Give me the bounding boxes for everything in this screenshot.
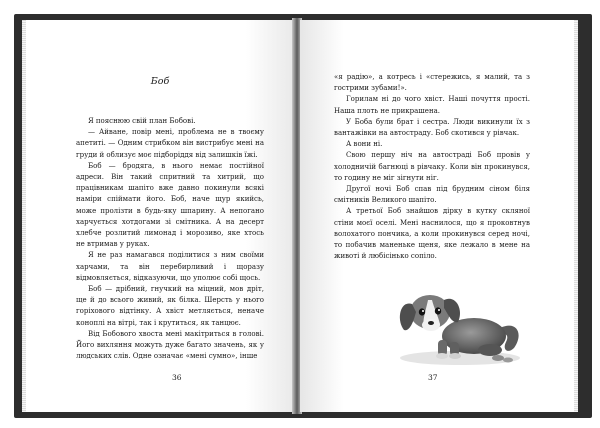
paragraph: Я пояснюю свій план Бобові.	[88, 117, 196, 125]
right-page	[300, 20, 574, 412]
paragraph: Свою першу ніч на автостраді Боб провів у холодничій багнюці в рівчаку. Коли він прокинувся, то годину не міг зігнути ніг.	[334, 151, 530, 182]
paragraph: Горилам ні до чого хвіст. Наші почуття прості. Наша плоть не прикрашена.	[334, 95, 530, 115]
paragraph: Боб — дрібний, гнучкий на міцний, мов дріт, ще й до всього живий, як білка. Шерсть у нього горіхового відтінку. А хвіст метляється, неначе коноплі на вітрі, так і крутиться, як танцює.	[76, 285, 264, 327]
paragraph: Боб — бродяга, в нього немає постійної адреси. Він такий спритний та хитрий, що працівникам шапіто вже давно покинули всякі наміри спіймати його. Боб, наче щур якийсь, може пролізти в будь-яку шпарину. А непогано харчується хотдогами зі смітника. А на десерт хлебче розлитий лимонад і морозиво, яке хтось не втримав у руках.	[76, 161, 264, 249]
paragraph: — Айване, повір мені, проблема не в твоєму апетиті. — Одним стрибком він вистрибує мені на груди й облизує моє підборіддя від залишків їжі.	[76, 128, 264, 159]
left-page	[26, 20, 294, 412]
paragraph: «я радію», а котресь і «стережись, я малий, та з гострими зубами!».	[334, 73, 530, 93]
paragraph: Другої ночі Боб спав під брудним сіном біля смітників Великого шапіто.	[334, 185, 530, 205]
paragraph: Від Бобового хвоста мені макітриться в голові. Його вихляння можуть дуже багато значень, як у людських слів. Одне означає «мені сумно», інше	[76, 329, 264, 361]
paragraph: А третьої Боб знайшов дірку в кутку скляної стіни моєї оселі. Мені наснилося, що я проковтнув волохатого пончика, а коли прокинувся серед ночі, то побачив маненьке щеня, яке лежало в мене на животі й любісінько сопіло.	[334, 207, 530, 261]
right-page-text	[334, 72, 530, 262]
open-book	[8, 6, 592, 420]
chapter-title: Боб	[150, 76, 170, 87]
paragraph: А вони ні.	[346, 140, 383, 149]
left-page-text	[76, 116, 264, 362]
paragraph: Я не раз намагався поділитися з ним своїми харчами, та він перебирливий і щоразу відмовляється, відказуючи, що уполює собі щось.	[76, 251, 264, 282]
page-number-right: 37	[428, 373, 438, 382]
puppy-illustration-icon	[382, 270, 532, 370]
page-edges-right	[574, 20, 578, 412]
paragraph: У Боба були брат і сестра. Люди викинули їх з вантажівки на автостраду. Боб скотився у рівчак.	[334, 117, 530, 138]
page-number-left: 36	[172, 373, 182, 382]
